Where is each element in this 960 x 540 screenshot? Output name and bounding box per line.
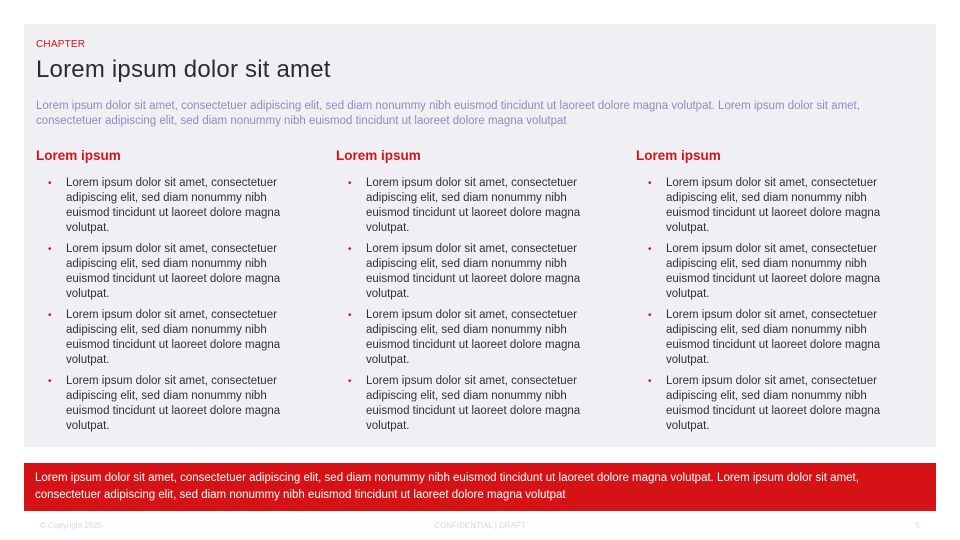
column-heading: Lorem ipsum <box>336 148 421 163</box>
content-panel <box>24 24 936 447</box>
column-heading: Lorem ipsum <box>636 148 721 163</box>
list-item <box>636 176 896 236</box>
bullet-text: Lorem ipsum dolor sit amet, consectetuer adipiscing elit, sed diam nonummy nibh euismod tincidunt ut laoreet dolore magna volutpat. <box>666 243 881 300</box>
bullet-list <box>636 176 896 434</box>
bullet-list <box>36 176 296 434</box>
banner-text: Lorem ipsum dolor sit amet, consectetuer adipiscing elit, sed diam nonummy nibh euismod tincidunt ut laoreet dolore magna volutpat. Lorem ipsum dolor sit amet, consectetuer adipiscing elit, sed diam nonummy nibh euismod tincidunt ut laoreet dolore magna volutpat <box>35 472 859 501</box>
list-item <box>36 374 296 434</box>
bullet-text: Lorem ipsum dolor sit amet, consectetuer adipiscing elit, sed diam nonummy nibh euismod tincidunt ut laoreet dolore magna volutpat. <box>666 177 881 234</box>
bullet-text: Lorem ipsum dolor sit amet, consectetuer adipiscing elit, sed diam nonummy nibh euismod tincidunt ut laoreet dolore magna volutpat. <box>366 375 581 432</box>
bullet-dot-icon: • <box>348 310 352 321</box>
list-item <box>636 242 896 302</box>
bullet-dot-icon: • <box>648 178 652 189</box>
column-1 <box>36 147 296 440</box>
list-item <box>636 308 896 368</box>
bullet-dot-icon: • <box>648 376 652 387</box>
bullet-dot-icon: • <box>348 178 352 189</box>
slide-title: Lorem ipsum dolor sit amet <box>36 56 331 83</box>
bullet-dot-icon: • <box>348 376 352 387</box>
bullet-dot-icon: • <box>348 244 352 255</box>
bullet-dot-icon: • <box>648 310 652 321</box>
bullet-list <box>336 176 596 434</box>
bullet-text: Lorem ipsum dolor sit amet, consectetuer adipiscing elit, sed diam nonummy nibh euismod tincidunt ut laoreet dolore magna volutpat. <box>666 309 881 366</box>
summary-banner <box>24 463 936 511</box>
list-item <box>36 242 296 302</box>
column-3 <box>636 147 896 440</box>
bullet-text: Lorem ipsum dolor sit amet, consectetuer adipiscing elit, sed diam nonummy nibh euismod tincidunt ut laoreet dolore magna volutpat. <box>66 177 281 234</box>
bullet-text: Lorem ipsum dolor sit amet, consectetuer adipiscing elit, sed diam nonummy nibh euismod tincidunt ut laoreet dolore magna volutpat. <box>366 309 581 366</box>
bullet-dot-icon: • <box>48 310 52 321</box>
bullet-text: Lorem ipsum dolor sit amet, consectetuer adipiscing elit, sed diam nonummy nibh euismod tincidunt ut laoreet dolore magna volutpat. <box>66 243 281 300</box>
bullet-text: Lorem ipsum dolor sit amet, consectetuer adipiscing elit, sed diam nonummy nibh euismod tincidunt ut laoreet dolore magna volutpat. <box>366 243 581 300</box>
list-item <box>336 308 596 368</box>
bullet-text: Lorem ipsum dolor sit amet, consectetuer adipiscing elit, sed diam nonummy nibh euismod tincidunt ut laoreet dolore magna volutpat. <box>66 309 281 366</box>
bullet-dot-icon: • <box>648 244 652 255</box>
list-item <box>336 374 596 434</box>
intro-paragraph: Lorem ipsum dolor sit amet, consectetuer adipiscing elit, sed diam nonummy nibh euismod tincidunt ut laoreet dolore magna volutpat. Lorem ipsum dolor sit amet, consectetuer adipiscing elit, sed diam nonummy nibh euismod tincidunt ut laoreet dolore magna volutpat <box>36 100 860 127</box>
column-2 <box>336 147 596 440</box>
bullet-dot-icon: • <box>48 376 52 387</box>
bullet-text: Lorem ipsum dolor sit amet, consectetuer adipiscing elit, sed diam nonummy nibh euismod tincidunt ut laoreet dolore magna volutpat. <box>666 375 881 432</box>
list-item <box>336 242 596 302</box>
bullet-text: Lorem ipsum dolor sit amet, consectetuer adipiscing elit, sed diam nonummy nibh euismod tincidunt ut laoreet dolore magna volutpat. <box>66 375 281 432</box>
bullet-text: Lorem ipsum dolor sit amet, consectetuer adipiscing elit, sed diam nonummy nibh euismod tincidunt ut laoreet dolore magna volutpat. <box>366 177 581 234</box>
list-item <box>636 374 896 434</box>
column-heading: Lorem ipsum <box>36 148 121 163</box>
list-item <box>36 176 296 236</box>
footer-copyright: © Copyright 2025 <box>40 521 103 530</box>
footer-page-number: 5 <box>915 521 920 530</box>
chapter-label: CHAPTER <box>36 39 86 50</box>
bullet-dot-icon: • <box>48 178 52 189</box>
footer-classification: CONFIDENTIAL | DRAFT <box>434 521 526 530</box>
list-item <box>336 176 596 236</box>
bullet-dot-icon: • <box>48 244 52 255</box>
list-item <box>36 308 296 368</box>
